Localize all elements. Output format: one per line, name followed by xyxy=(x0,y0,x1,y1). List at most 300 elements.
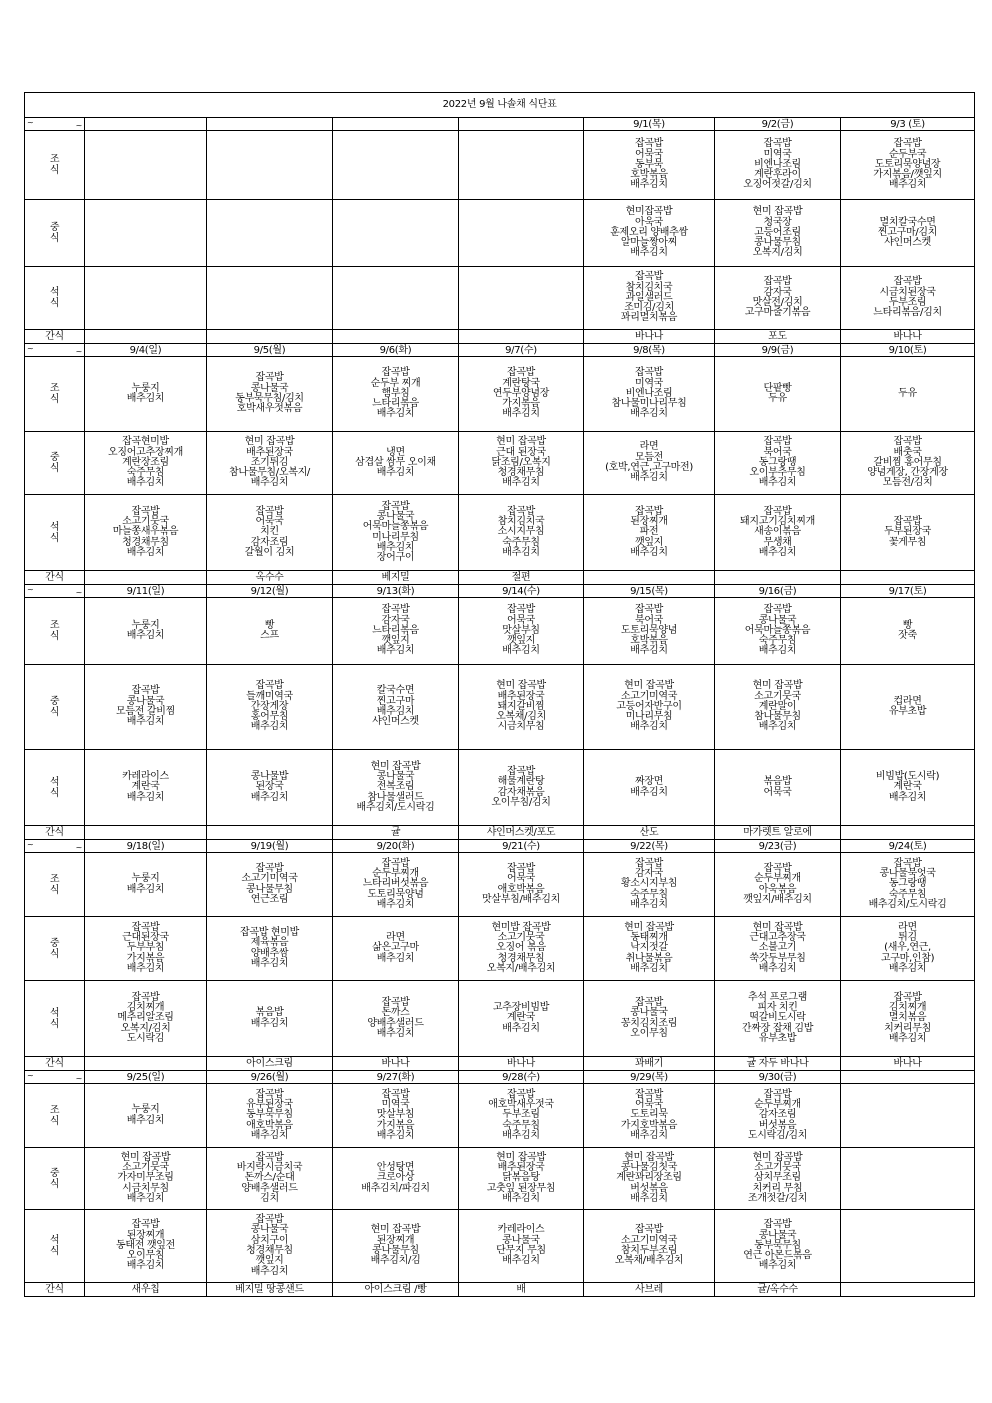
menu-item: 찐고구마 xyxy=(376,695,415,707)
corner-mark: ~ xyxy=(27,840,34,849)
date-cell xyxy=(333,118,459,131)
menu-item: 잡곡밥 xyxy=(763,1088,792,1100)
breakfast-row xyxy=(25,853,975,917)
meal-label-text: 조식 xyxy=(49,383,60,405)
date-cell: 9/15(목) xyxy=(584,585,715,598)
menu-item: 콩나물밥 xyxy=(250,771,289,783)
dinner-cell xyxy=(85,981,207,1057)
menu-item: 어묵마늘쫑볶음 xyxy=(362,521,429,533)
menu-item: 도토리묵양념 xyxy=(367,888,424,900)
menu-item: 전복조림 xyxy=(376,781,415,793)
menu-item: 돼지갈비찜 xyxy=(497,700,545,712)
menu-item: 잡곡밥 xyxy=(634,367,664,379)
breakfast-cell xyxy=(584,357,715,432)
lunch-cell xyxy=(207,1148,333,1210)
menu-item: 참나물샐러드 xyxy=(367,791,424,803)
menu-item: 소고기뭇국 xyxy=(754,1162,801,1174)
dinner-cell xyxy=(841,267,975,330)
menu-item: 오징어 볶음 xyxy=(496,942,546,954)
lunch-row xyxy=(25,432,975,495)
snack-cell: 샤인머스켓/포도 xyxy=(459,826,584,840)
menu-item: 배추김치 xyxy=(376,1129,415,1141)
menu-item: 잡곡밥 xyxy=(763,1219,792,1231)
dinner-cell xyxy=(207,750,333,826)
menu-item: 호박새우젓볶음 xyxy=(236,403,303,415)
date-cell: 9/12(월) xyxy=(207,585,333,598)
menu-item: 잡곡밥 xyxy=(763,276,792,288)
menu-item: 고추장비빔밥 xyxy=(492,1002,550,1014)
menu-item: 소고기뭇국 xyxy=(122,1162,169,1174)
snack-label: 간식 xyxy=(25,571,85,585)
date-cell xyxy=(459,118,584,131)
menu-item: 숙주무침 xyxy=(888,888,927,900)
menu-item: 배추김치 xyxy=(630,408,668,420)
date-cell: 9/22(목) xyxy=(584,840,715,853)
menu-item: 동그랑땡 xyxy=(888,878,927,890)
corner-mark: ~ xyxy=(27,344,34,353)
menu-item: 어묵마늘쫑볶음 xyxy=(744,624,811,636)
menu-item: 가지호박볶음 xyxy=(620,1119,678,1131)
menu-item: 배추김치 xyxy=(376,467,415,479)
menu-item: 아욱국 xyxy=(634,216,664,228)
lunch-cell xyxy=(85,917,207,981)
menu-item: 계란후라이 xyxy=(754,169,801,181)
menu-item: 잡곡밥 xyxy=(381,857,410,869)
menu-item: 라면 xyxy=(898,921,917,933)
menu-item: 동부묵무침 xyxy=(246,1109,293,1121)
menu-item: 계란장조림 xyxy=(122,456,169,468)
menu-item: 콩나물김칫국 xyxy=(620,1162,678,1174)
menu-item: 떡갈비도시락 xyxy=(749,1012,806,1024)
lunch-cell xyxy=(333,432,459,495)
menu-item: 배추김치 xyxy=(250,791,289,803)
lunch-cell xyxy=(207,200,333,267)
dinner-cell xyxy=(841,1210,975,1283)
dinner-cell xyxy=(459,495,584,571)
dinner-cell xyxy=(333,1210,459,1283)
breakfast-label xyxy=(25,598,85,665)
lunch-cell xyxy=(459,917,584,981)
menu-item: 콩나물국 xyxy=(250,382,289,394)
menu-item: 비엔나조림 xyxy=(625,387,673,399)
menu-item: 꽈리멸치볶음 xyxy=(620,312,678,324)
menu-item: 배추김치 xyxy=(630,786,668,798)
menu-item: 잡곡현미밥 xyxy=(122,436,169,448)
breakfast-cell xyxy=(841,131,975,200)
menu-item: 치커리 무침 xyxy=(752,1182,803,1194)
menu-item: 배추김치 xyxy=(888,179,927,191)
snack-cell: 바나나 xyxy=(841,330,975,344)
date-cell: 9/27(화) xyxy=(333,1071,459,1084)
menu-item: 배추김치 xyxy=(376,898,415,910)
corner-mark: ~ xyxy=(75,588,82,597)
menu-item: 새송이볶음 xyxy=(754,526,801,538)
menu-item: 배추김치 xyxy=(126,1192,165,1204)
menu-item: 된장찌개 xyxy=(126,1229,165,1241)
date-row xyxy=(25,585,975,598)
snack-cell xyxy=(333,330,459,344)
menu-item: 호박볶음 xyxy=(630,635,668,647)
menu-item: 돼지고기김치찌개 xyxy=(740,516,815,528)
menu-item: 순두부찌개 xyxy=(754,873,801,885)
breakfast-cell xyxy=(459,1084,584,1148)
menu-item: 고등어자반구이 xyxy=(616,700,682,712)
dinner-cell xyxy=(584,1210,715,1283)
menu-item: 배추김치 xyxy=(888,1032,927,1044)
menu-item: 잡곡밥 xyxy=(506,765,536,777)
menu-item: 배추김치/도시락김 xyxy=(868,898,947,910)
date-cell: 9/28(수) xyxy=(459,1071,584,1084)
lunch-cell xyxy=(841,200,975,267)
menu-item: 참나물무침/오복지/ xyxy=(228,467,311,479)
snack-cell xyxy=(85,826,207,840)
menu-item: 숙주무침 xyxy=(126,467,165,479)
menu-item: 갈비찜 홍어무침 xyxy=(873,456,942,468)
lunch-cell xyxy=(333,200,459,267)
menu-item: 조미김/김치 xyxy=(624,302,674,314)
menu-item: 배추김치 xyxy=(502,408,540,420)
menu-item: 잡곡밥 xyxy=(893,857,922,869)
menu-item: 크로아상 xyxy=(376,1172,415,1184)
menu-table xyxy=(24,92,975,1297)
breakfast-label xyxy=(25,131,85,200)
menu-item: 잡곡밥 xyxy=(506,604,536,616)
menu-item: 느타리버섯볶음 xyxy=(362,878,429,890)
menu-item: 배추김치 xyxy=(126,630,165,641)
menu-item: 계란말이 xyxy=(758,700,797,712)
menu-item: 유부된장국 xyxy=(246,1099,293,1111)
meal-label-text: 중식 xyxy=(49,937,60,960)
menu-item: 미나리무침 xyxy=(372,531,419,543)
menu-item: 잡곡밥 xyxy=(381,500,410,512)
lunch-cell xyxy=(715,665,841,750)
snack-cell: 귤 자두 바나나 xyxy=(715,1057,841,1071)
menu-item: 잡곡밥 xyxy=(634,604,664,616)
snack-cell xyxy=(207,826,333,840)
menu-item: 오징어젓갈/김치 xyxy=(743,179,812,191)
menu-item: 오이무침/김치 xyxy=(491,796,551,808)
menu-item: 샤인머스켓 xyxy=(372,716,419,728)
breakfast-cell xyxy=(841,598,975,665)
menu-item: 배추김치 xyxy=(502,645,540,657)
breakfast-cell xyxy=(85,357,207,432)
menu-item: 훈제오리 양배추쌈 xyxy=(610,226,688,238)
menu-item: 모듬전 xyxy=(634,451,664,463)
menu-item: 도토리묵 xyxy=(630,1109,668,1121)
menu-item: 두유 xyxy=(768,393,787,404)
dinner-cell xyxy=(841,750,975,826)
menu-item: 계란탕국 xyxy=(502,377,540,389)
lunch-row xyxy=(25,200,975,267)
dinner-row xyxy=(25,267,975,330)
snack-cell xyxy=(584,571,715,585)
menu-item: 치커리무침 xyxy=(884,1022,931,1034)
lunch-cell xyxy=(333,917,459,981)
dinner-cell xyxy=(207,981,333,1057)
menu-item: 오이부추무침 xyxy=(749,467,806,479)
corner-mark: ~ xyxy=(27,1071,34,1080)
lunch-cell xyxy=(85,432,207,495)
date-cell: 9/16(금) xyxy=(715,585,841,598)
menu-item: 누룽지 xyxy=(131,873,160,885)
menu-item: 가지볶음 xyxy=(376,1119,415,1131)
menu-item: 도시락김 xyxy=(126,1032,165,1044)
lunch-cell xyxy=(85,200,207,267)
menu-item: 숙주무침 xyxy=(502,1119,540,1131)
snack-cell: 아이스크림 xyxy=(207,1057,333,1071)
menu-item: 배추김치 xyxy=(502,546,540,558)
menu-item: 미역국 xyxy=(381,1099,410,1111)
meal-label-text: 조식 xyxy=(49,620,60,642)
menu-item: 근대된장국 xyxy=(122,932,169,944)
menu-item: 잡곡밥 xyxy=(131,505,160,517)
menu-item: 피자 치킨 xyxy=(757,1002,798,1014)
menu-item: 꽁치김치조림 xyxy=(620,1017,678,1029)
breakfast-row xyxy=(25,1084,975,1148)
menu-item: 맛살부침/배추김치 xyxy=(482,893,560,905)
menu-item: 배추김치 xyxy=(630,472,668,484)
snack-label: 간식 xyxy=(25,330,85,344)
menu-item: 잡곡밥 xyxy=(634,1224,664,1236)
lunch-cell xyxy=(584,432,715,495)
menu-item: 콩나물국 xyxy=(376,510,415,522)
snack-cell: 바나나 xyxy=(333,1057,459,1071)
menu-item: 배추김치 xyxy=(250,477,289,489)
menu-item: 현미 잡곡밥 xyxy=(496,436,546,448)
breakfast-row xyxy=(25,131,975,200)
menu-item: 숙주무침 xyxy=(630,888,668,900)
menu-item: 참치김치국 xyxy=(497,516,545,528)
dinner-cell xyxy=(841,495,975,571)
breakfast-cell xyxy=(459,131,584,200)
date-row-corner xyxy=(25,585,85,598)
menu-item: 배추김치 xyxy=(630,247,668,259)
menu-item: 배추김치 xyxy=(630,962,668,974)
breakfast-cell xyxy=(715,1084,841,1148)
menu-item: 추석 프로그램 xyxy=(747,991,808,1003)
menu-item: 오복채/김치 xyxy=(496,711,546,723)
menu-item: 현미잡곡밥 xyxy=(625,206,673,218)
corner-mark: ~ xyxy=(75,121,82,130)
lunch-label xyxy=(25,1148,85,1210)
menu-item: 카레라이스 xyxy=(122,771,169,783)
menu-item: 배추김치 xyxy=(126,1114,165,1126)
menu-item: 소고기미역국 xyxy=(620,690,678,702)
breakfast-cell xyxy=(841,853,975,917)
breakfast-cell xyxy=(584,853,715,917)
snack-cell: 새우칩 xyxy=(85,1283,207,1297)
date-row xyxy=(25,840,975,853)
menu-item: 배추김치 xyxy=(376,408,415,420)
dinner-cell xyxy=(584,981,715,1057)
menu-item: 고춧잎 된장무침 xyxy=(486,1182,556,1194)
breakfast-cell xyxy=(333,1084,459,1148)
menu-item: 현미 잡곡밥 xyxy=(496,1151,546,1163)
menu-item: 잡곡밥 xyxy=(255,372,284,384)
menu-item: 닭볶음탕 xyxy=(502,1172,540,1184)
date-cell: 9/14(수) xyxy=(459,585,584,598)
dinner-cell xyxy=(333,267,459,330)
menu-item: 배추김치 xyxy=(630,1192,668,1204)
menu-item: 볶음밥 xyxy=(763,776,792,788)
lunch-cell xyxy=(841,1148,975,1210)
menu-item: 소고기뭇국 xyxy=(754,690,801,702)
menu-item: 참나물미나리무침 xyxy=(611,398,687,410)
menu-title: 2022년 9월 나솔채 식단표 xyxy=(25,93,975,118)
lunch-cell xyxy=(715,917,841,981)
date-cell: 9/26(월) xyxy=(207,1071,333,1084)
snack-cell: 베지밀 땅콩샌드 xyxy=(207,1283,333,1297)
dinner-cell xyxy=(333,750,459,826)
menu-item: 순두부찌개 xyxy=(372,868,419,880)
menu-item: 고구마,인참) xyxy=(880,952,935,964)
menu-item: 콩나물북엇국 xyxy=(879,868,936,880)
dinner-cell xyxy=(459,1210,584,1283)
menu-item: 짜장면 xyxy=(634,776,664,788)
breakfast-cell xyxy=(333,131,459,200)
menu-item: 동태찌개 xyxy=(630,932,668,944)
corner-mark: ~ xyxy=(27,585,34,594)
menu-item: 잡곡밥 xyxy=(893,138,922,150)
dinner-label xyxy=(25,981,85,1057)
menu-item: 잡곡밥 xyxy=(763,436,792,448)
menu-item: 계란국 xyxy=(131,781,160,793)
menu-item: 배추김치/파김치 xyxy=(361,1182,430,1194)
lunch-cell xyxy=(841,917,975,981)
menu-item: 과일샐러드 xyxy=(625,291,673,303)
menu-item: 두부부침 xyxy=(126,942,165,954)
menu-item: 느타리볶음 xyxy=(372,398,419,410)
menu-item: 청경채무침 xyxy=(497,952,545,964)
menu-item: 칼국수면 xyxy=(376,685,415,697)
menu-item: 배추김치 xyxy=(126,477,165,489)
lunch-row xyxy=(25,665,975,750)
menu-item: 계란국 xyxy=(893,781,922,793)
menu-item: 버섯볶음 xyxy=(758,1119,797,1131)
dinner-cell xyxy=(841,981,975,1057)
meal-label-text: 조식 xyxy=(49,154,60,176)
menu-item: 현미 잡곡밥 xyxy=(624,1151,674,1163)
lunch-cell xyxy=(459,200,584,267)
date-cell xyxy=(85,118,207,131)
menu-item: 간장게장 xyxy=(250,700,289,712)
menu-item: 라면 xyxy=(386,932,405,944)
menu-item: 잡곡밥 xyxy=(893,516,922,528)
menu-item: 고구마줄기볶음 xyxy=(744,307,811,319)
date-cell: 9/1(목) xyxy=(584,118,715,131)
menu-item: 콩나물무침 xyxy=(246,883,293,895)
lunch-cell xyxy=(459,1148,584,1210)
menu-item: 잡곡밥 xyxy=(255,1151,284,1163)
menu-item: 소고기뭇국 xyxy=(122,516,169,528)
breakfast-cell xyxy=(207,598,333,665)
menu-item: 배추김치 xyxy=(126,962,165,974)
menu-item: 라면 xyxy=(639,441,659,453)
breakfast-cell xyxy=(85,131,207,200)
snack-cell: 바나나 xyxy=(584,330,715,344)
menu-item: 잡곡밥 xyxy=(893,276,922,288)
dinner-cell xyxy=(85,750,207,826)
date-cell: 9/19(월) xyxy=(207,840,333,853)
dinner-row xyxy=(25,1210,975,1283)
breakfast-cell xyxy=(85,1084,207,1148)
menu-item: 콩나물무침 xyxy=(754,237,801,249)
menu-item: 감자국 xyxy=(381,614,410,626)
menu-item: 감자조림 xyxy=(250,536,289,548)
menu-item: 배추김치 xyxy=(376,706,415,717)
snack-row xyxy=(25,826,975,840)
menu-item: 현미 잡곡밥 xyxy=(752,206,803,218)
menu-item: 맛살부침 xyxy=(502,624,540,636)
menu-item: 감자국 xyxy=(634,868,664,880)
menu-item: 조기튀김 xyxy=(250,456,289,468)
menu-item: 배추김치 xyxy=(376,541,415,553)
date-cell: 9/21(수) xyxy=(459,840,584,853)
dinner-cell xyxy=(207,267,333,330)
menu-item: 김치 xyxy=(260,1192,279,1204)
lunch-label xyxy=(25,200,85,267)
lunch-label xyxy=(25,917,85,981)
menu-item: 어묵국 xyxy=(506,873,536,885)
date-cell: 9/23(금) xyxy=(715,840,841,853)
menu-item: 배추된장국 xyxy=(497,1162,545,1174)
menu-item: 잡곡밥 xyxy=(255,505,284,517)
menu-item: 배추김치 xyxy=(758,477,797,489)
menu-item: 연근조림 xyxy=(250,893,289,905)
lunch-cell xyxy=(207,917,333,981)
lunch-cell xyxy=(584,200,715,267)
dinner-cell xyxy=(459,981,584,1057)
menu-item: 찐고구마/김치 xyxy=(877,226,938,238)
menu-item: 배추김치 xyxy=(250,1265,289,1277)
date-cell: 9/6(화) xyxy=(333,344,459,357)
date-row-corner xyxy=(25,1071,85,1084)
menu-item: 장어구이 xyxy=(376,552,415,564)
breakfast-cell xyxy=(207,357,333,432)
dinner-cell xyxy=(85,267,207,330)
menu-item: 두부조림 xyxy=(502,1109,540,1121)
snack-label: 간식 xyxy=(25,1057,85,1071)
menu-item: 잡곡밥 xyxy=(131,991,160,1003)
menu-item: 청경채무침 xyxy=(246,1245,293,1256)
menu-item: 어묵국 xyxy=(634,148,664,160)
menu-item: 순두부 찌개 xyxy=(370,377,421,389)
snack-cell xyxy=(85,1057,207,1071)
breakfast-label xyxy=(25,357,85,432)
menu-item: 가자미무조림 xyxy=(117,1172,174,1184)
breakfast-label xyxy=(25,1084,85,1148)
menu-item: 배추김치/도시락김 xyxy=(356,801,435,813)
menu-item: 조개젓갈/김치 xyxy=(747,1192,808,1204)
menu-item: 유부초밥 xyxy=(758,1032,797,1044)
menu-item: 잡곡밥 xyxy=(255,1214,284,1226)
menu-item: 깻잎지 xyxy=(381,635,410,647)
menu-item: 어묵국 xyxy=(255,516,284,528)
menu-item: 시금치된장국 xyxy=(879,286,936,298)
dinner-cell xyxy=(715,750,841,826)
menu-item: 샤인머스켓 xyxy=(884,237,931,249)
lunch-row xyxy=(25,1148,975,1210)
date-cell: 9/11(일) xyxy=(85,585,207,598)
menu-item: 콩나물국 xyxy=(126,695,165,707)
dinner-row xyxy=(25,981,975,1057)
dinner-cell xyxy=(85,495,207,571)
lunch-cell xyxy=(584,1148,715,1210)
menu-item: 감자조림 xyxy=(758,1109,797,1121)
breakfast-cell xyxy=(459,357,584,432)
menu-item: 현미 잡곡밥 xyxy=(496,680,546,692)
dinner-label xyxy=(25,495,85,571)
